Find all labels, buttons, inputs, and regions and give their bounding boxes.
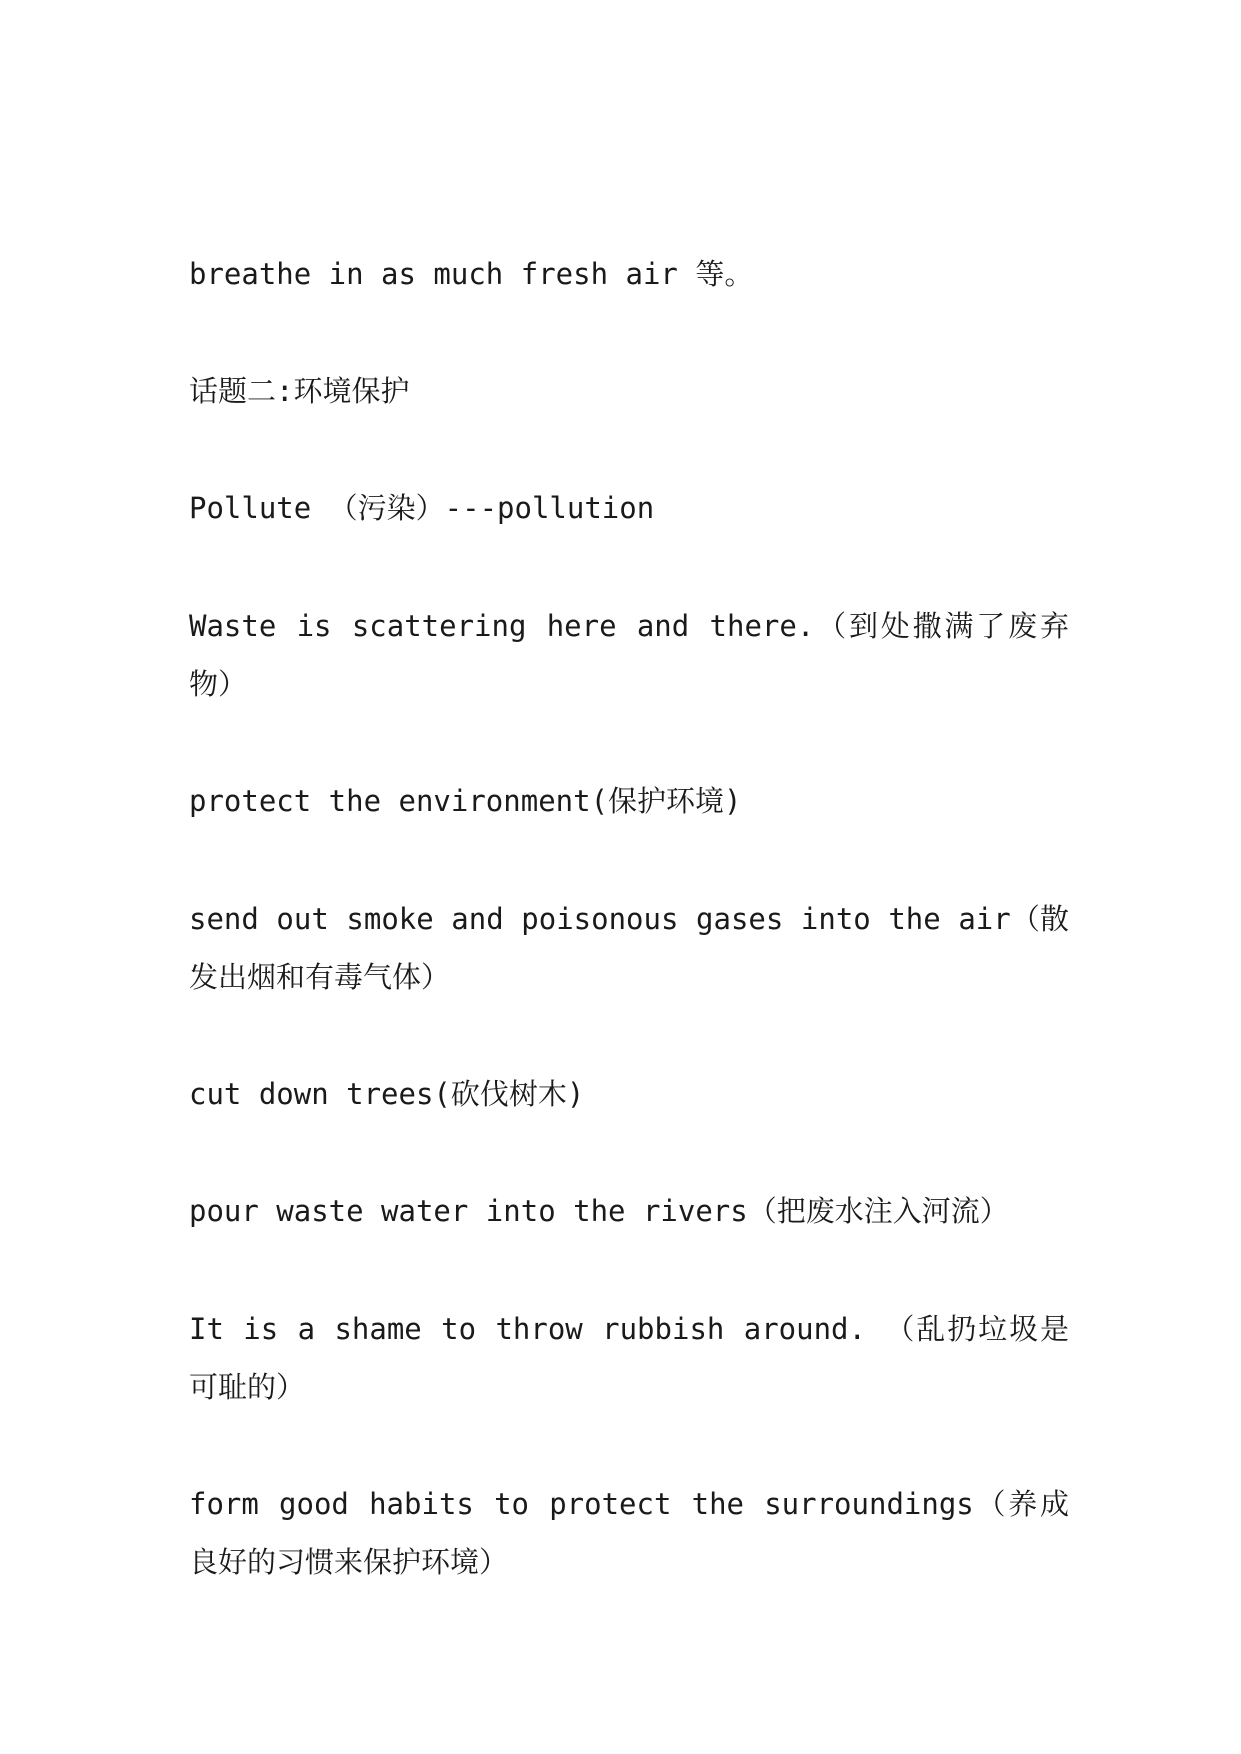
paragraph-fresh-air: breathe in as much fresh air 等。 [189, 257, 754, 291]
paragraph-throw-rubbish: It is a shame to throw rubbish around. （乱扔垃圾是可耻的） [189, 1312, 1069, 1404]
paragraph-waste-scattering: Waste is scattering here and there.（到处撒满了废弃物） [189, 609, 1069, 701]
paragraph-protect-environment: protect the environment(保护环境) [189, 784, 742, 818]
paragraph-good-habits: form good habits to protect the surroundings（养成良好的习惯来保护环境） [189, 1487, 1069, 1579]
topic-heading-environment: 话题二:环境保护 [189, 374, 410, 408]
paragraph-pour-waste-water: pour waste water into the rivers（把废水注入河流） [189, 1194, 1009, 1228]
paragraph-cut-down-trees: cut down trees(砍伐树木) [189, 1077, 585, 1111]
paragraph-pollute: Pollute （污染）---pollution [189, 491, 655, 525]
paragraph-send-out-smoke: send out smoke and poisonous gases into the air（散发出烟和有毒气体） [189, 902, 1069, 994]
